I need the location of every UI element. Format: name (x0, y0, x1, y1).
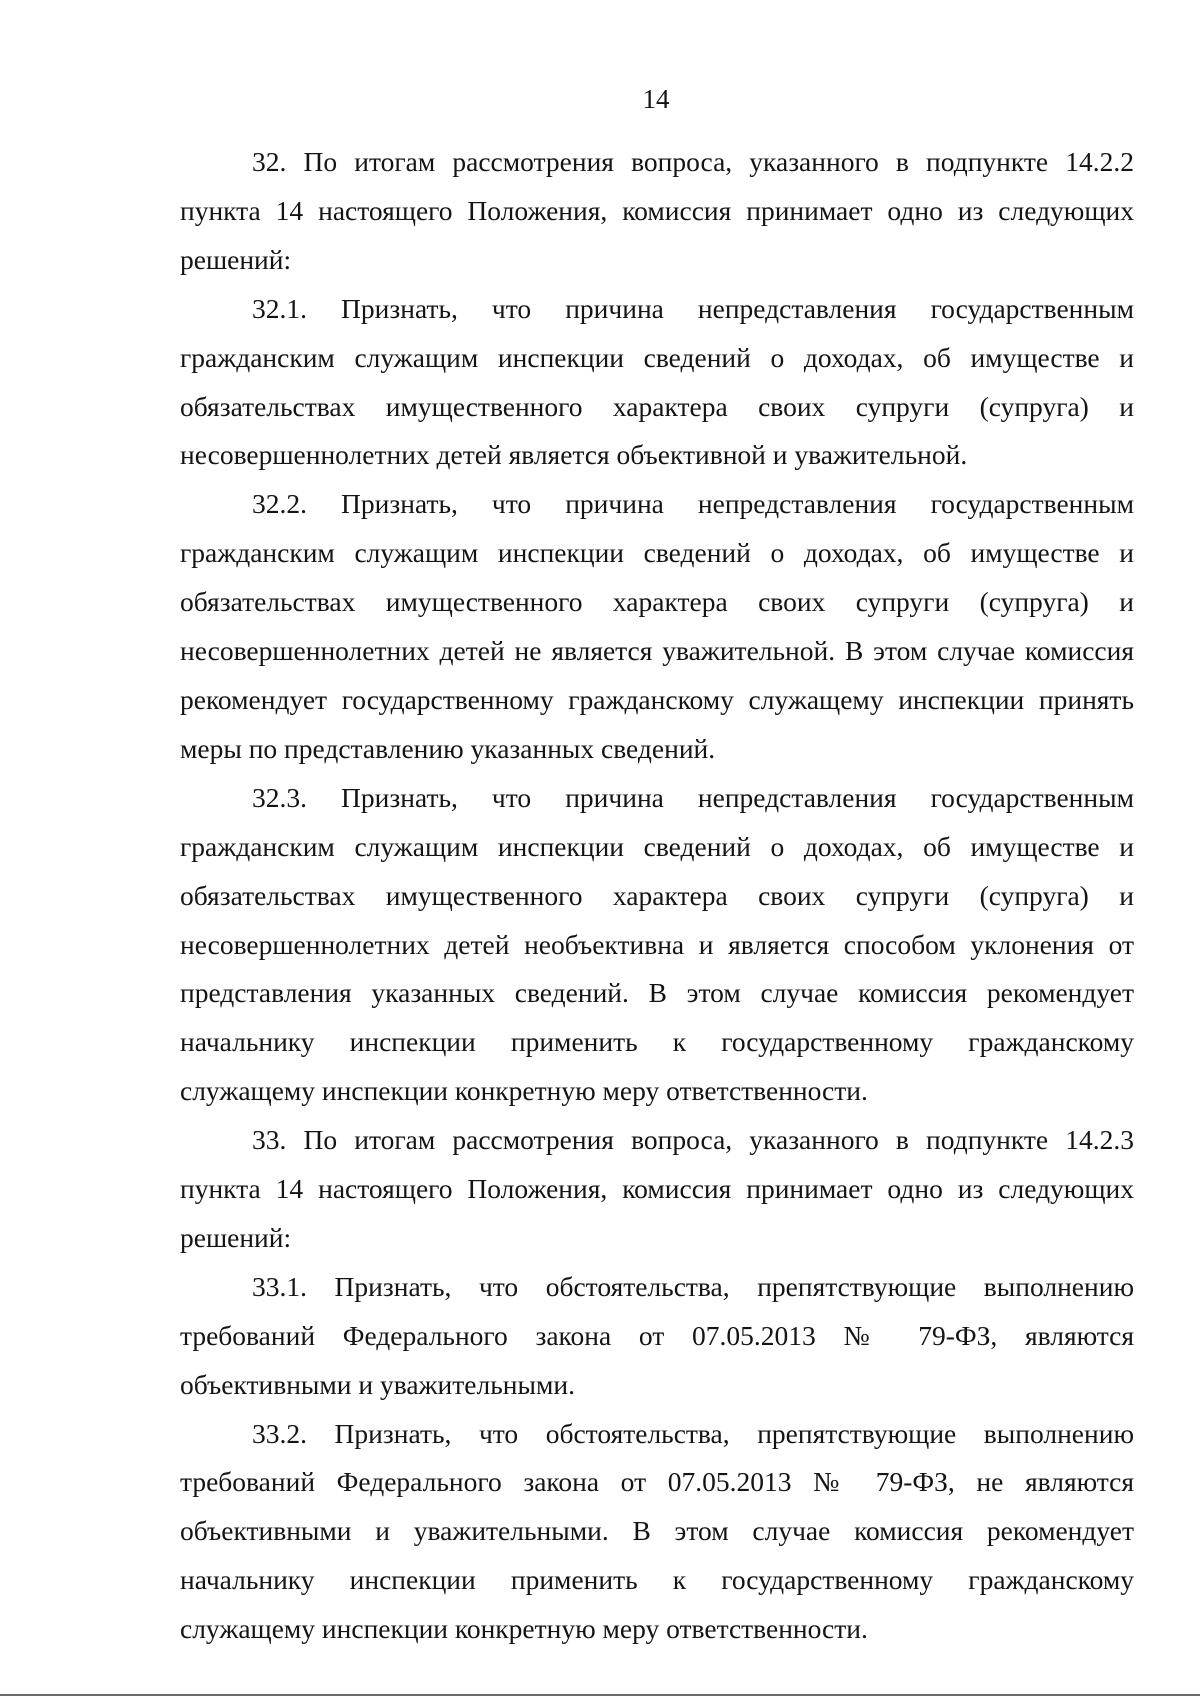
paragraph-32-3: 32.3. Признать, что причина непредставления государственным гражданским служащим инспекции сведений о доходах, об имуществе и обязательствах имущественного характера своих супруги (супруга) и несовершеннолетних детей необъективна и является способом уклонения от представления указанных сведений. В этом случае комиссия рекомендует начальнику инспекции применить к государственному гражданскому служащему инспекции конкретную меру ответственности. (180, 781, 1134, 1107)
paragraph-33: 33. По итогам рассмотрения вопроса, указанного в подпункте 14.2.3 пункта 14 настоящего Положения, комиссия принимает одно из следующих решений: (180, 1124, 1134, 1253)
document-body (180, 138, 1134, 1654)
paragraph-32-2: 32.2. Признать, что причина непредставления государственным гражданским служащим инспекции сведений о доходах, об имуществе и обязательствах имущественного характера своих супруги (супруга) и несовершеннолетних детей не является уважительной. В этом случае комиссия рекомендует государственному гражданскому служащему инспекции принять меры по представлению указанных сведений. (180, 488, 1134, 764)
paragraph-33-1: 33.1. Признать, что обстоятельства, препятствующие выполнению требований Федерального закона от 07.05.2013 № 79-ФЗ, являются объективными и уважительными. (180, 1270, 1134, 1400)
paragraph-33-2: 33.2. Признать, что обстоятельства, препятствующие выполнению требований Федерального закона от 07.05.2013 № 79-ФЗ, не являются объективными и уважительными. В этом случае комиссия рекомендует начальнику инспекции применить к государственному гражданскому служащему инспекции конкретную меру ответственности. (180, 1417, 1134, 1645)
page-number: 14 (642, 84, 670, 114)
paragraph-32-1: 32.1. Признать, что причина непредставления государственным гражданским служащим инспекции сведений о доходах, об имуществе и обязательствах имущественного характера своих супруги (супруга) и несовершеннолетних детей является объективной и уважительной. (180, 292, 1134, 471)
paragraph-32: 32. По итогам рассмотрения вопроса, указанного в подпункте 14.2.2 пункта 14 настоящего Положения, комиссия принимает одно из следующих решений: (180, 146, 1134, 275)
scan-bottom-edge (0, 1694, 1200, 1696)
